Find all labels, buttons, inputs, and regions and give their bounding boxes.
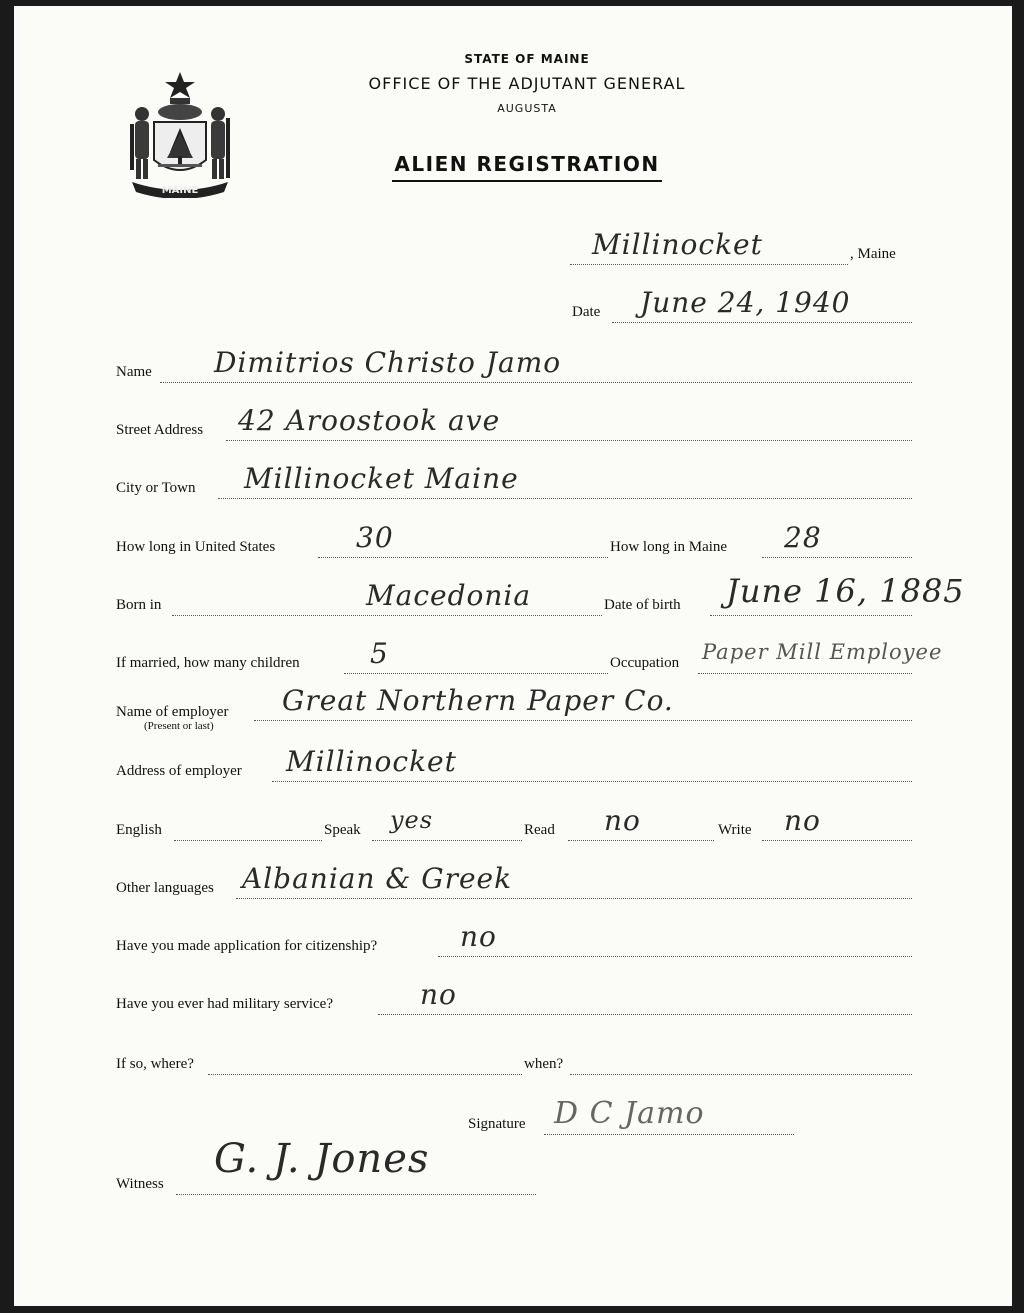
citizenship-value: no	[460, 920, 497, 953]
header-state: STATE OF MAINE	[464, 52, 590, 66]
date-label: Date	[572, 304, 601, 320]
read-value: no	[604, 804, 641, 837]
witness-label: Witness	[116, 1176, 164, 1192]
dob-value: June 16, 1885	[726, 572, 965, 610]
children-label: If married, how many children	[116, 655, 300, 671]
speak-label: Speak	[324, 822, 361, 838]
header-city: AUGUSTA	[497, 102, 557, 115]
citizenship-line	[438, 956, 912, 957]
how-long-us-line	[318, 557, 608, 558]
registration-form-page	[14, 6, 1012, 1306]
employer-address-line	[272, 781, 912, 782]
city-line	[218, 498, 912, 499]
read-label: Read	[524, 822, 555, 838]
employer-address-value: Millinocket	[286, 745, 457, 778]
other-languages-value: Albanian & Greek	[242, 862, 513, 895]
name-line	[160, 382, 912, 383]
how-long-us-label: How long in United States	[116, 539, 276, 555]
city-label: City or Town	[116, 480, 196, 496]
write-line	[762, 840, 912, 841]
citizenship-label: Have you made application for citizenship?	[116, 938, 378, 954]
location-line	[570, 264, 848, 265]
date-value: June 24, 1940	[640, 286, 851, 319]
write-value: no	[784, 804, 821, 837]
location-label: , Maine	[850, 246, 896, 262]
english-line	[174, 840, 322, 841]
where-line	[208, 1074, 522, 1075]
born-in-line	[172, 615, 602, 616]
military-line	[378, 1014, 912, 1015]
write-label: Write	[718, 822, 752, 838]
how-long-maine-line	[762, 557, 912, 558]
city-value: Millinocket Maine	[244, 462, 519, 495]
signature-label: Signature	[468, 1116, 526, 1132]
occupation-line	[698, 673, 912, 674]
born-in-label: Born in	[116, 597, 162, 613]
speak-value: yes	[390, 806, 434, 834]
read-line	[568, 840, 714, 841]
english-label: English	[116, 822, 162, 838]
date-line	[612, 322, 912, 323]
street-label: Street Address	[116, 422, 204, 438]
children-line	[344, 673, 608, 674]
employer-sublabel: (Present or last)	[144, 720, 214, 732]
when-line	[570, 1074, 912, 1075]
dob-line	[710, 615, 912, 616]
military-label: Have you ever had military service?	[116, 996, 333, 1012]
signature-value: D C Jamo	[554, 1096, 705, 1131]
street-value: 42 Aroostook ave	[238, 404, 501, 437]
how-long-us-value: 30	[356, 521, 394, 554]
form-title: ALIEN REGISTRATION	[14, 152, 1012, 176]
witness-line	[176, 1194, 536, 1195]
witness-value: G. J. Jones	[214, 1136, 430, 1182]
speak-line	[372, 840, 522, 841]
how-long-maine-label: How long in Maine	[610, 539, 728, 555]
born-in-value: Macedonia	[366, 579, 532, 612]
when-label: when?	[524, 1056, 564, 1072]
name-label: Name	[116, 364, 152, 380]
other-languages-label: Other languages	[116, 880, 214, 896]
where-label: If so, where?	[116, 1056, 194, 1072]
military-value: no	[420, 978, 457, 1011]
dob-label: Date of birth	[604, 597, 681, 613]
signature-line	[544, 1134, 794, 1135]
name-value: Dimitrios Christo Jamo	[214, 346, 562, 379]
occupation-value: Paper Mill Employee	[702, 640, 943, 664]
seal-banner-text: MAINE	[161, 185, 199, 196]
header-office: OFFICE OF THE ADJUTANT GENERAL	[368, 74, 686, 93]
employer-address-label: Address of employer	[116, 763, 242, 779]
how-long-maine-value: 28	[784, 521, 822, 554]
location-value: Millinocket	[592, 228, 763, 261]
street-line	[226, 440, 912, 441]
employer-line	[254, 720, 912, 721]
children-value: 5	[370, 637, 389, 670]
occupation-label: Occupation	[610, 655, 680, 671]
employer-label: Name of employer	[116, 704, 229, 720]
other-languages-line	[236, 898, 912, 899]
employer-value: Great Northern Paper Co.	[282, 684, 674, 717]
